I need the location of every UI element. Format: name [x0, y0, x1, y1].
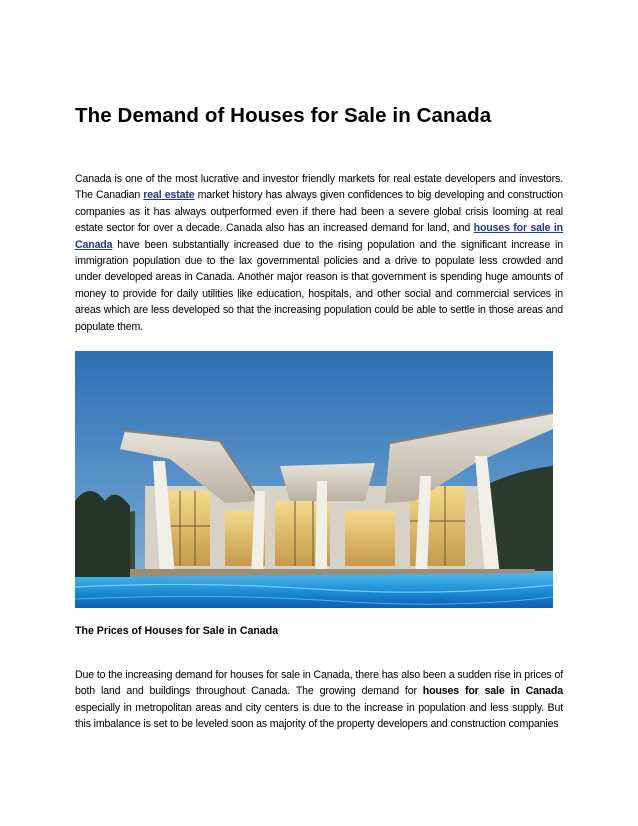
section-subheading: The Prices of Houses for Sale in Canada	[75, 625, 279, 637]
intro-text-1: Canada is one of the most lucrative and investor friendly markets for real estate developers and investors. The Canadian	[75, 173, 563, 202]
houses-for-sale-link[interactable]: houses for sale in Canada	[75, 222, 564, 251]
page-title: The Demand of Houses for Sale in Canada	[75, 104, 492, 127]
houses-for-sale-keyword: houses for sale in Canada	[422, 685, 563, 698]
intro-paragraph	[75, 171, 563, 335]
real-estate-link[interactable]: real estate	[143, 189, 195, 202]
intro-text-3: have been substantially increased due to the rising population and the significant increase in immigration population due to the lax governmental policies and a drive to populate less crowded and under developed areas in Canada. Another major reason is that government is spending huge amounts of money to provide for daily utilities like education, hospitals, and other social and commercial services in areas which are less developed so that the increasing population could be able to settle in those areas and populate them.	[75, 238, 563, 333]
intro-text-2: market history has always given confidences to big developing and construction companies as it has always outperformed even if there had been a severe global crisis looming at real estate sector for over a decade. Canada also has an increased demand for land, and	[75, 189, 563, 235]
prices-paragraph	[75, 667, 563, 733]
prices-text-2: especially in metropolitan areas and city centers is due to the increase in population and less supply. But this imbalance is set to be leveled soon as majority of the property developers and construction companies	[75, 701, 563, 731]
house-photo	[75, 351, 553, 608]
prices-text-1: Due to the increasing demand for houses for sale in Canada, there has also been a sudden rise in prices of both land and buildings throughout Canada. The growing demand for	[75, 669, 563, 698]
